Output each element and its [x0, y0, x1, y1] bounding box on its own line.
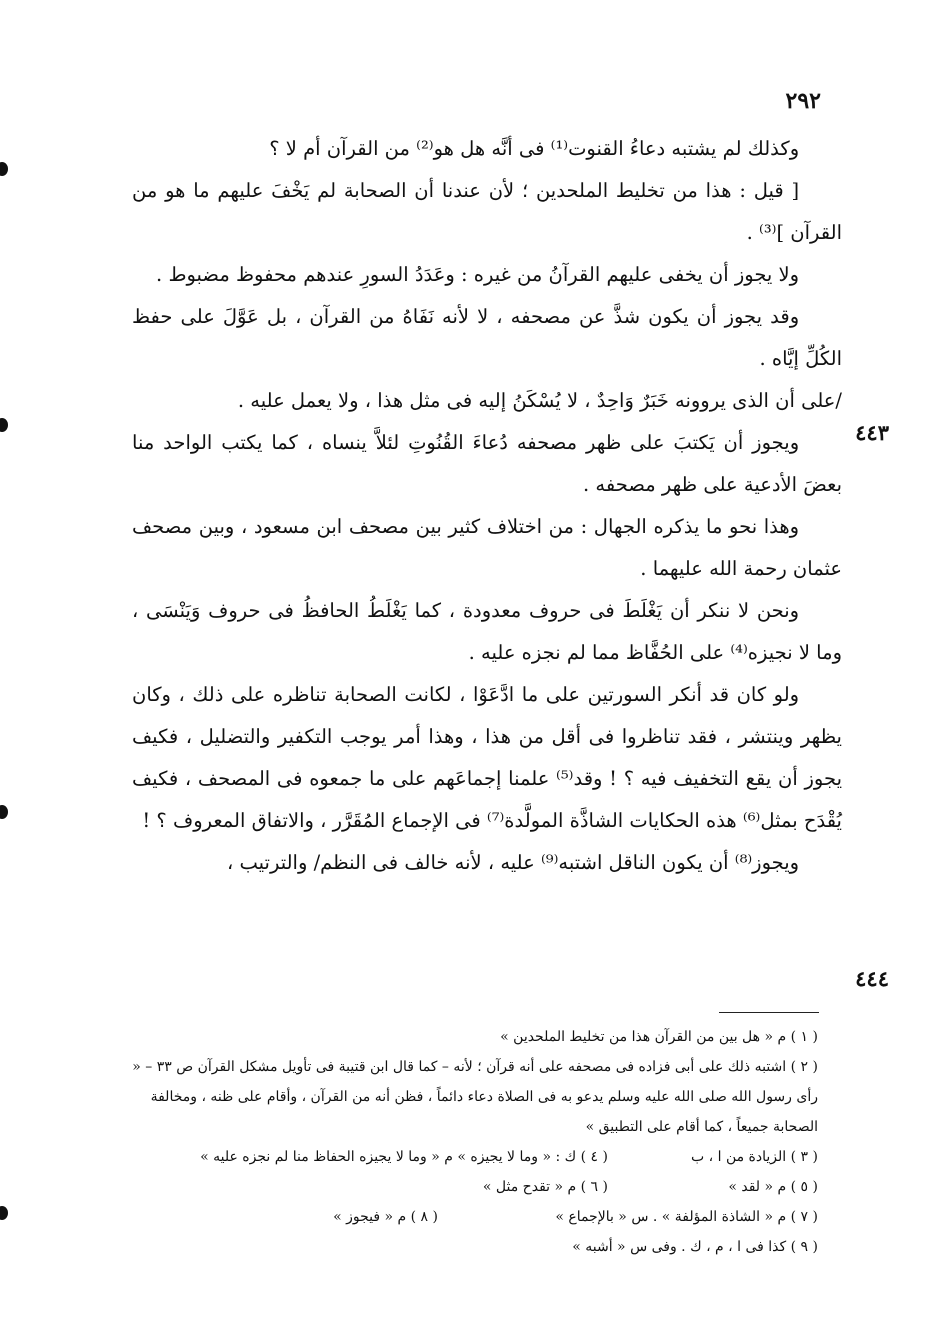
paragraph: وقد يجوز أن يكون شذَّ عن مصحفه ، لا لأنه نَفَاهُ من القرآن ، بل عَوَّلَ على حفظ الكُلِّ إيَّاه . — [132, 305, 842, 370]
page-number: ٢٩٢ — [785, 88, 821, 114]
paragraph: وكذلك لم يشتبه دعاءُ القنوت⁽¹⁾ فى أنَّه هل هو⁽²⁾ من القرآن أم لا ؟ — [269, 137, 800, 160]
footnote: ( ٦ ) م « تقدح مثل » — [482, 1179, 608, 1195]
footnote: ( ٧ ) م « الشاذة المؤلفة » . س « بالإجماع » — [555, 1209, 818, 1225]
footnote: ( ٩ ) كذا فى ا ، م ، ك . وفى س « أشبه » — [572, 1239, 818, 1255]
footnote-row — [120, 1142, 840, 1172]
binding-hole-1 — [0, 162, 8, 176]
paragraph: [ قيل : هذا من تخليط الملحدين ؛ لأن عندنا أن الصحابة لم يَخْفَ عليهم ما هو من القرآن ]⁽³⁾ . — [132, 179, 842, 244]
paragraph: ولا يجوز أن يخفى عليهم القرآنُ من غيره : وعَدَدُ السورِ عندهم محفوظ مضبوط . — [156, 263, 800, 286]
paragraph: ونحن لا ننكر أن يَغْلَطَ فى حروف معدودة ، كما يَغْلَطُ الحافظُ فى حروف وَيَنْسَى ، وما لا نجيزه⁽⁴⁾ على الحُفَّاظ مما لم نجزه عليه . — [132, 599, 842, 664]
footnote: ( ٥ ) م « لقد » — [728, 1179, 818, 1195]
paragraph: ويجوز أن يَكتبَ على ظهر مصحفه دُعاءَ القُنُوتِ لئلاَّ ينساه ، كما يكتب الواحد منا بعضَ الأدعية على ظهر مصحفه . — [132, 431, 842, 496]
footnote-row — [120, 1202, 840, 1232]
footnotes — [120, 1022, 840, 1262]
paragraph: ويجوز⁽⁸⁾ أن يكون الناقل اشتبه⁽⁹⁾ عليه ، لأنه خالف فى النظم/ والترتيب ، — [227, 851, 800, 874]
binding-hole-4 — [0, 1206, 8, 1220]
footnote-divider — [719, 1012, 819, 1013]
paragraph: ولو كان قد أنكر السورتين على ما ادَّعَوْا ، لكانت الصحابة تناظره على ذلك ، وكان يظهر وينتشر ، فقد تناظروا فى أقل من هذا ، وهذا أمر يوجب التكفير والتضليل ، فكيف يجوز أن يقع التخفيف فيه ؟ ! وقد⁽⁵⁾ علمنا إجماعَهم على ما جمعوه فى المصحف ، فكيف يُقْدَح بمثل⁽⁶⁾ هذه الحكايات الشاذَّة المولَّدة⁽⁷⁾ فى الإجماع المُقَرَّر ، والاتفاق المعروف ؟ ! — [132, 683, 842, 832]
binding-hole-3 — [0, 805, 8, 819]
main-text — [132, 128, 842, 884]
footnote: ( ٤ ) ك : « وما لا يجيزه » م « وما لا يجيزه الحفاظ منا لم نجزه عليه » — [200, 1149, 608, 1165]
paragraph: وهذا نحو ما يذكره الجهال : من اختلاف كثير بين مصحف ابن مسعود ، وبين مصحف عثمان رحمة الله عليهما . — [132, 515, 842, 580]
paragraph: /على أن الذى يروونه خَبَرٌ وَاحِدٌ ، لا يُسْكَنُ إليه فى مثل هذا ، ولا يعمل عليه . — [237, 389, 842, 412]
margin-number-443: ٤٤٣ — [855, 420, 889, 445]
footnote-row — [120, 1172, 840, 1202]
footnote: ( ٨ ) م « فيجوز » — [333, 1209, 438, 1225]
footnote: ( ٣ ) الزيادة من ا ، ب — [691, 1149, 818, 1165]
footnote: ( ٢ ) اشتبه ذلك على أبى فزاده فى مصحفه على أنه قرآن ؛ لأنه – كما قال ابن قتيبة فى تأويل مشكل القرآن ص ٣٣ – « رأى رسول الله صلى الله عليه وسلم يدعو به فى الصلاة دعاء دائماً ، فظن أنه من القرآن ، وأقام على ظنه ، ومخالفة الصحابة جميعاً ، كما أقام على التطبيق » — [132, 1059, 818, 1135]
binding-hole-2 — [0, 418, 8, 432]
footnote: ( ١ ) م « هل بين من القرآن هذا من تخليط الملحدين » — [500, 1029, 818, 1045]
margin-number-444: ٤٤٤ — [855, 966, 889, 991]
